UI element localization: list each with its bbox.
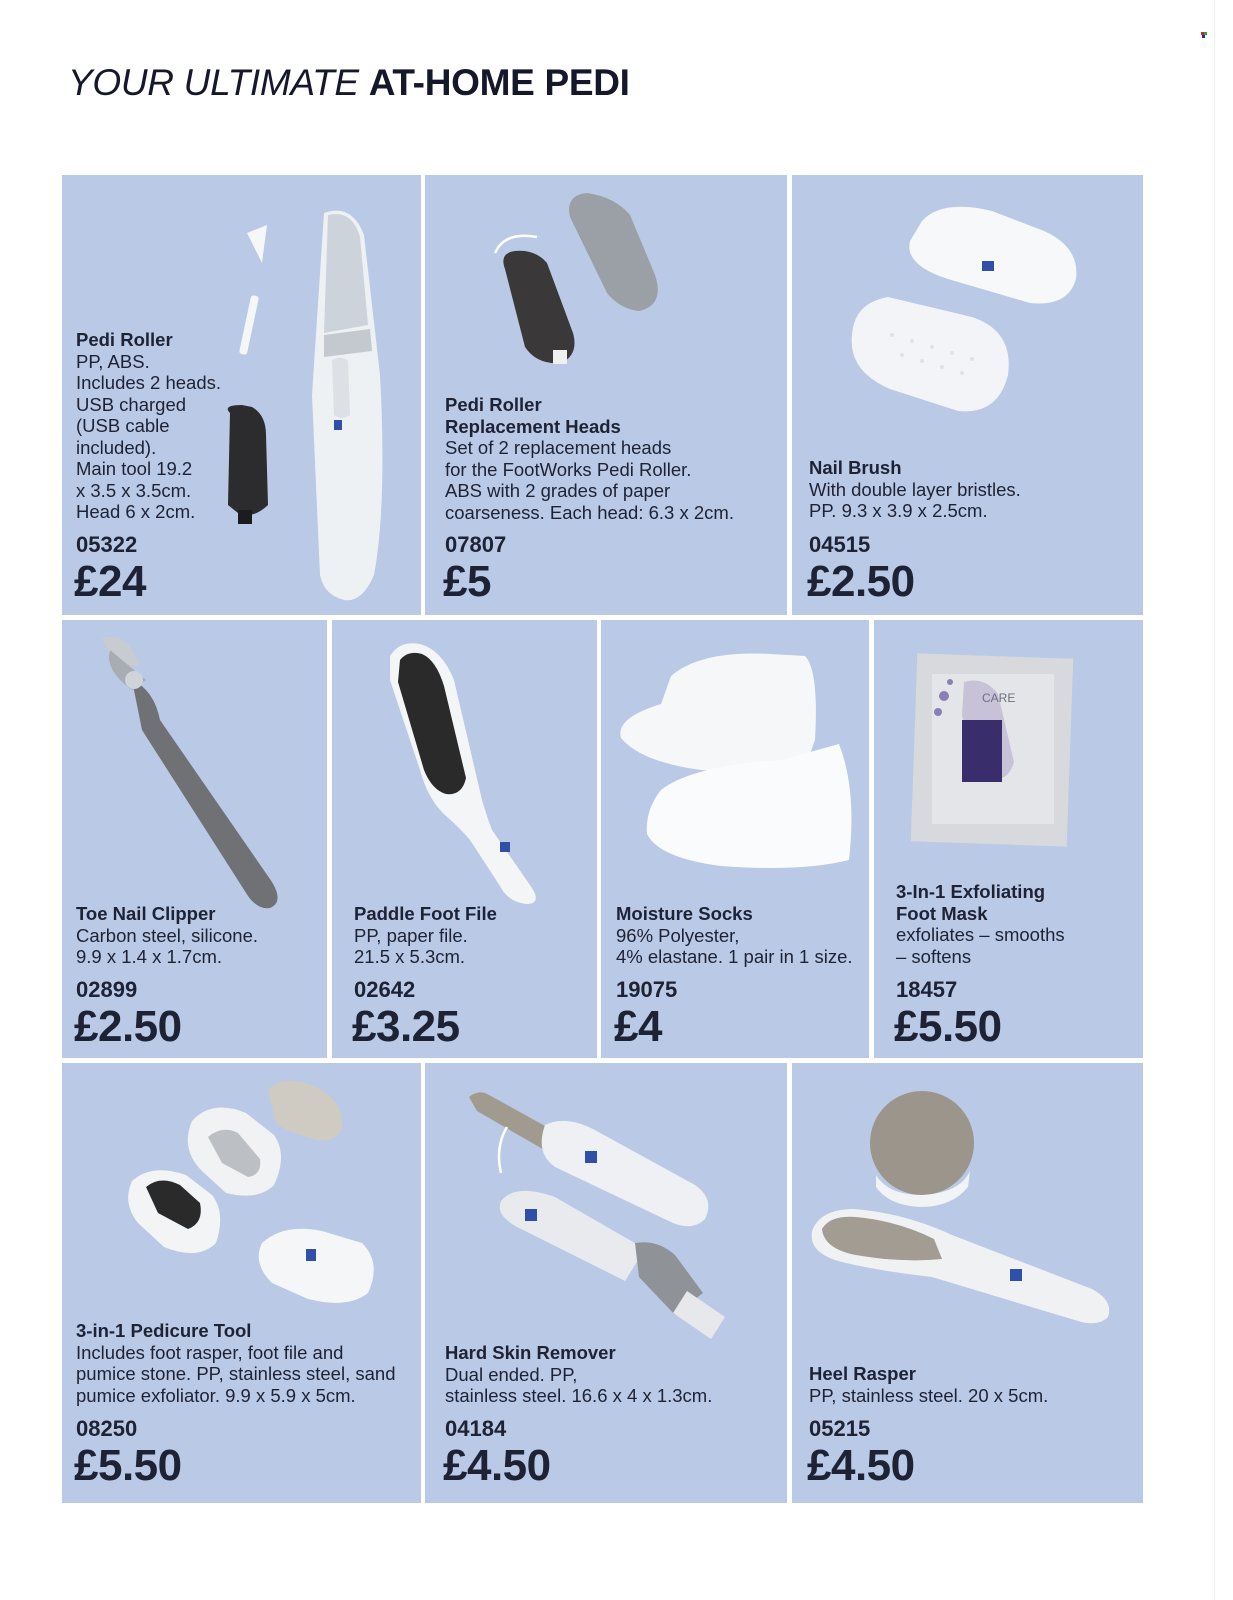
page-headline: [68, 60, 630, 106]
page-edge-line: [1214, 0, 1215, 1600]
product-name: 3-in-1 Pedicure Tool: [76, 1320, 252, 1341]
product-description: [809, 457, 1021, 522]
product-card-replacement-heads[interactable]: [425, 175, 787, 615]
product-price: £5.50: [74, 1441, 182, 1490]
product-description: [76, 903, 258, 968]
product-detail: 21.5 x 5.3cm.: [354, 946, 466, 967]
headline-italic: YOUR ULTIMATE: [68, 62, 359, 103]
product-description: [896, 881, 1065, 967]
product-code: 18457: [896, 977, 958, 1002]
corner-color-mark: [1201, 32, 1209, 38]
product-detail: Includes foot rasper, foot file and: [76, 1341, 344, 1363]
product-code: 07807: [445, 532, 507, 557]
product-description: [76, 329, 221, 523]
product-card-heel-rasper[interactable]: [792, 1063, 1143, 1503]
product-detail: Set of 2 replacement heads: [445, 437, 672, 458]
product-detail: pumice stone. PP, stainless steel, sand: [76, 1363, 396, 1384]
product-detail: Includes 2 heads.: [76, 372, 222, 393]
product-detail: – softens: [896, 945, 972, 967]
product-name: Heel Rasper: [809, 1363, 916, 1384]
product-detail: Head 6 x 2cm.: [76, 501, 196, 522]
product-name: Hard Skin Remover: [445, 1342, 616, 1363]
product-card-toe-nail-clipper[interactable]: [62, 620, 327, 1058]
product-price: £24: [74, 557, 146, 606]
product-name: Replacement Heads: [445, 415, 621, 437]
product-detail: included).: [76, 436, 157, 458]
product-name: Foot Mask: [896, 902, 988, 924]
product-description: [354, 903, 497, 968]
product-detail: PP. 9.3 x 3.9 x 2.5cm.: [809, 500, 988, 521]
product-detail: 9.9 x 1.4 x 1.7cm.: [76, 946, 223, 967]
product-detail: 96% Polyester,: [616, 924, 740, 946]
product-code: 08250: [76, 1416, 138, 1441]
product-description: [76, 1320, 395, 1406]
product-name: Pedi Roller: [76, 329, 173, 350]
product-detail: for the FootWorks Pedi Roller.: [445, 458, 692, 480]
product-detail: stainless steel. 16.6 x 4 x 1.3cm.: [445, 1385, 713, 1406]
product-detail: PP, stainless steel. 20 x 5cm.: [809, 1384, 1049, 1406]
product-price: £2.50: [807, 557, 915, 606]
product-detail: (USB cable: [76, 415, 170, 436]
product-detail: Carbon steel, silicone.: [76, 924, 259, 946]
product-name: 3-In-1 Exfoliating: [896, 881, 1046, 902]
product-card-pedi-roller[interactable]: [62, 175, 421, 615]
product-detail: pumice exfoliator. 9.9 x 5.9 x 5cm.: [76, 1384, 356, 1406]
product-description: [616, 903, 853, 968]
product-price: £5.50: [894, 1002, 1002, 1051]
product-code: 04515: [809, 532, 871, 557]
product-detail: Main tool 19.2: [76, 458, 193, 479]
product-detail: With double layer bristles.: [809, 478, 1021, 500]
product-name: Toe Nail Clipper: [76, 903, 216, 924]
product-code: 19075: [616, 977, 678, 1002]
product-price: £2.50: [74, 1002, 182, 1051]
product-detail: 4% elastane. 1 pair in 1 size.: [616, 946, 853, 967]
product-card-hard-skin-remover[interactable]: [425, 1063, 787, 1503]
product-code: 04184: [445, 1416, 507, 1441]
product-name: Paddle Foot File: [354, 903, 497, 924]
product-code: 05322: [76, 532, 138, 557]
product-description: [445, 1342, 712, 1407]
product-name: Pedi Roller: [445, 394, 542, 415]
product-description: [445, 394, 734, 523]
product-price: £4.50: [807, 1441, 915, 1490]
product-detail: USB charged: [76, 393, 187, 415]
product-description: [809, 1363, 1048, 1406]
product-detail: PP, paper file.: [354, 924, 468, 946]
headline-bold: AT-HOME PEDI: [368, 62, 630, 103]
product-card-pedicure-tool[interactable]: [62, 1063, 421, 1503]
product-detail: Dual ended. PP,: [445, 1363, 578, 1385]
product-name: Moisture Socks: [616, 903, 753, 924]
product-price: £5: [443, 557, 491, 606]
product-card-paddle-foot-file[interactable]: [332, 620, 597, 1058]
mask-brand-text: CARE: [982, 691, 1016, 705]
product-card-foot-mask[interactable]: [874, 620, 1143, 1058]
product-price: £4.50: [443, 1441, 551, 1490]
product-price: £3.25: [352, 1002, 460, 1051]
product-code: 02899: [76, 977, 138, 1002]
product-card-moisture-socks[interactable]: [601, 620, 869, 1058]
product-detail: x 3.5 x 3.5cm.: [76, 479, 192, 501]
product-code: 05215: [809, 1416, 871, 1441]
product-name: Nail Brush: [809, 457, 902, 478]
product-detail: coarseness. Each head: 6.3 x 2cm.: [445, 501, 734, 523]
product-code: 02642: [354, 977, 416, 1002]
product-card-nail-brush[interactable]: [792, 175, 1143, 615]
product-detail: PP, ABS.: [76, 350, 150, 372]
product-detail: exfoliates – smooths: [896, 924, 1065, 945]
product-price: £4: [614, 1002, 662, 1051]
product-detail: ABS with 2 grades of paper: [445, 480, 671, 501]
